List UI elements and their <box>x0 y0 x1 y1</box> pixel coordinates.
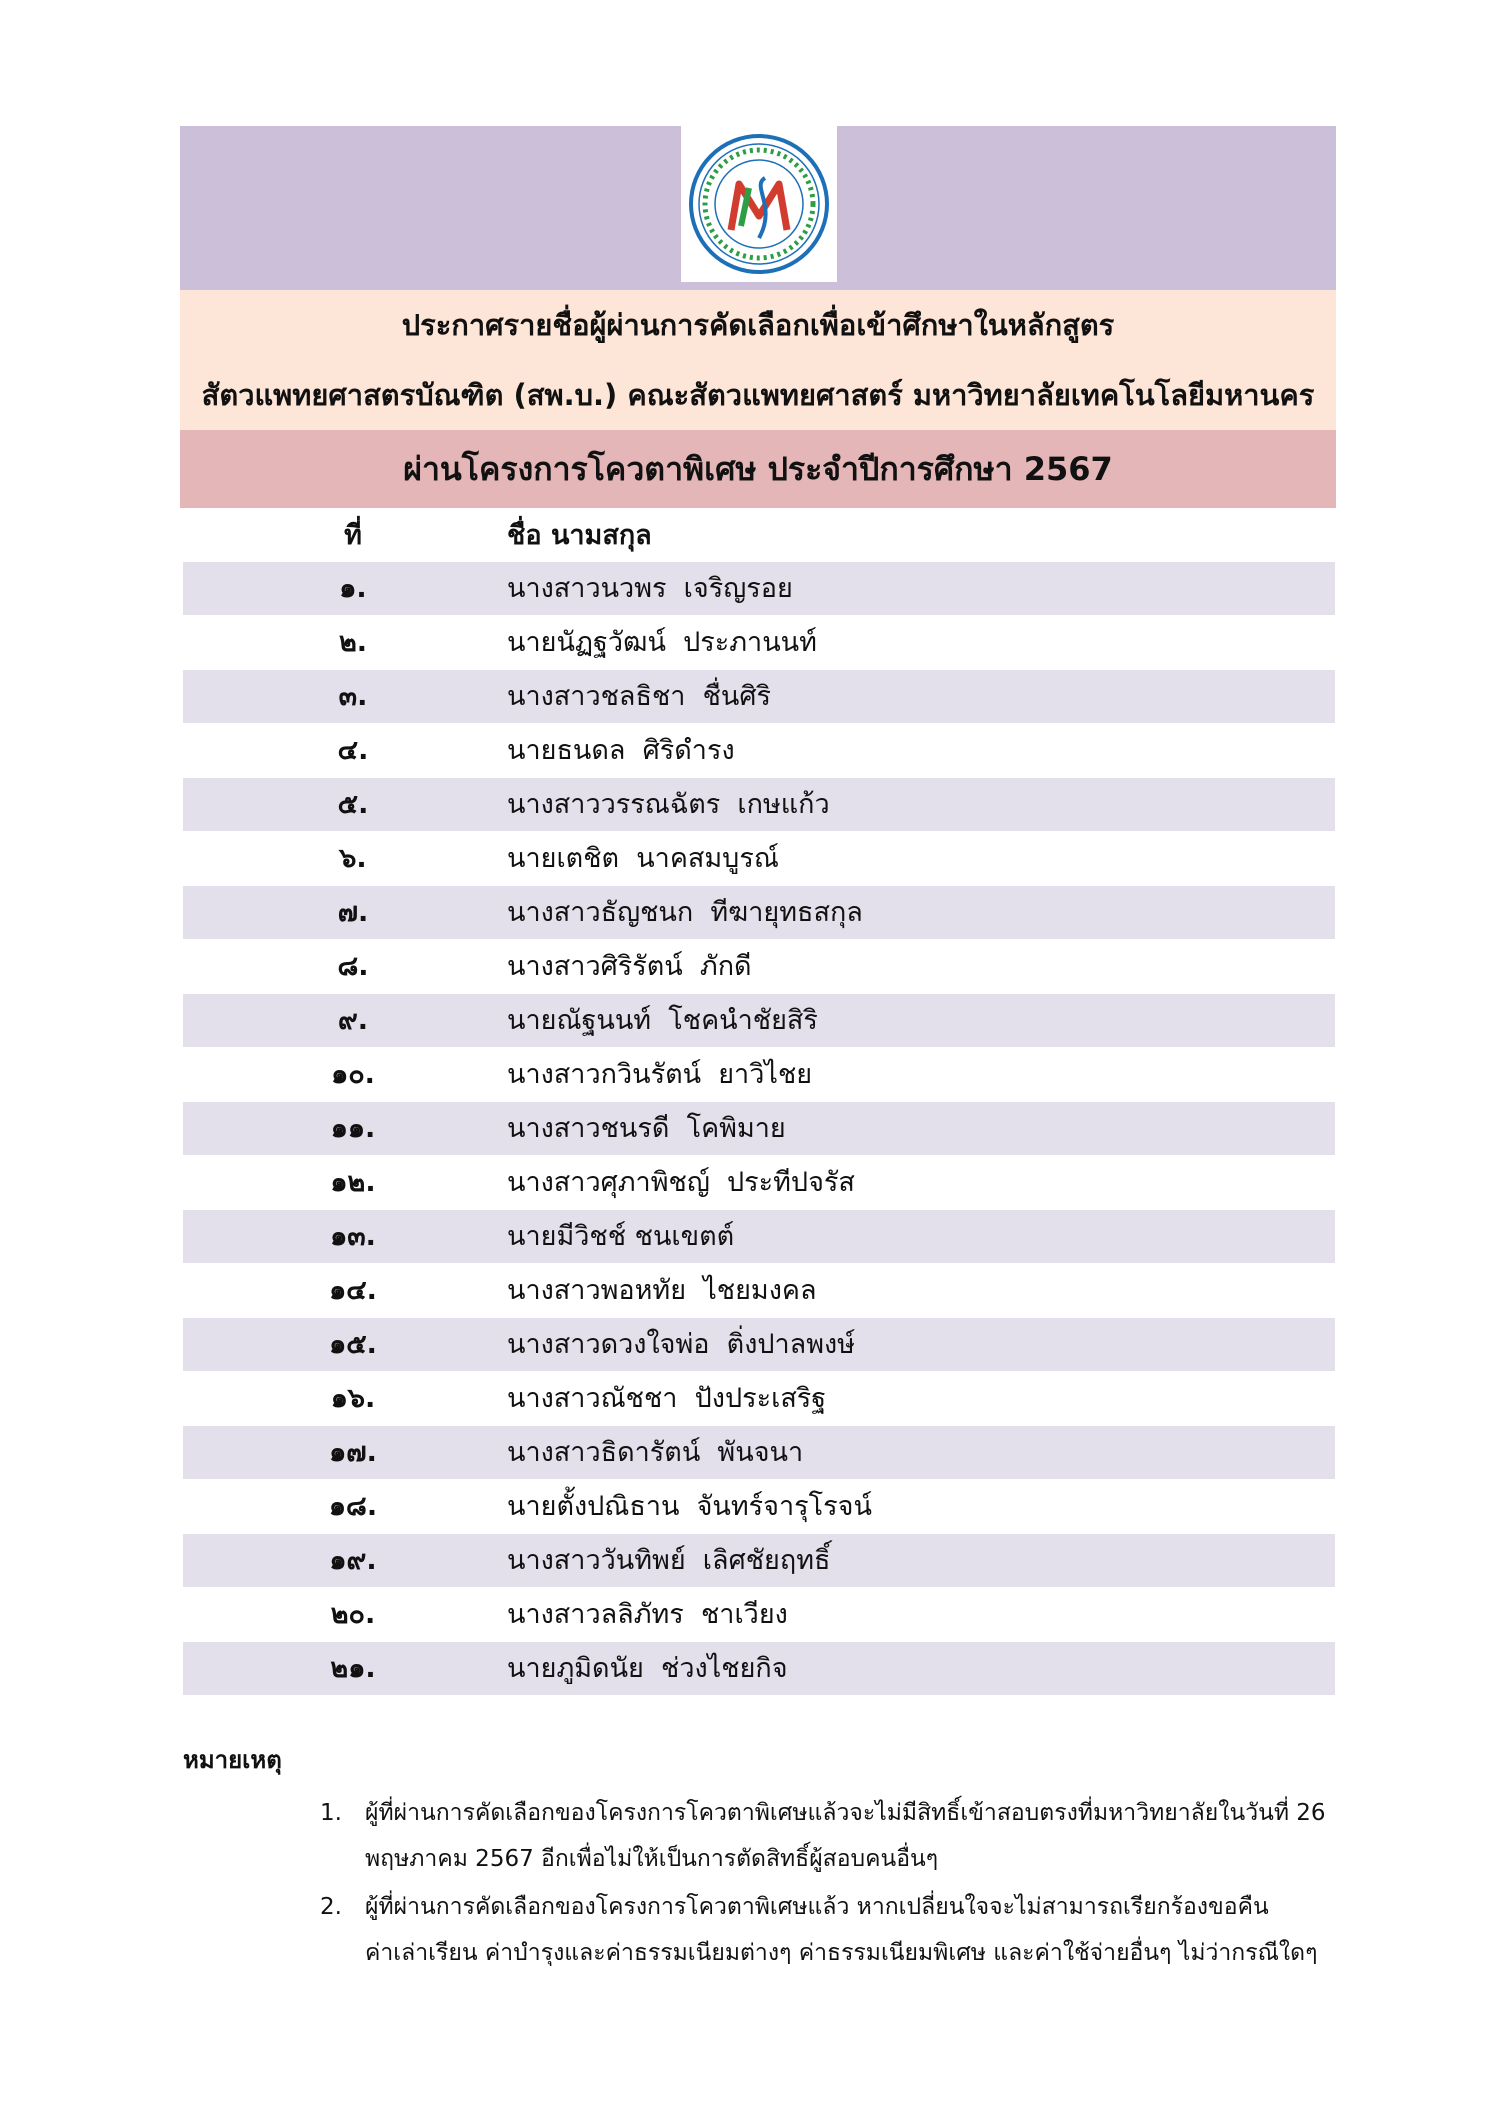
row-number: ๑๕. <box>329 1329 377 1360</box>
note-item <box>320 1884 1340 1976</box>
faculty-seal-icon <box>681 126 837 282</box>
table-row <box>183 616 1335 670</box>
notes-list <box>320 1790 1340 1978</box>
row-name: นายภูมิดนัย ช่วงไชยกิจ <box>507 1653 788 1684</box>
table-row <box>183 1318 1335 1372</box>
table-row <box>183 1642 1335 1696</box>
row-number: ๔. <box>337 735 369 766</box>
row-number: ๑๑. <box>330 1113 376 1144</box>
row-name: นางสาววรรณฉัตร เกษแก้ว <box>507 789 830 820</box>
row-name: นางสาวกวินรัตน์ ยาวิไชย <box>507 1059 813 1090</box>
row-name: นางสาวชลธิชา ชื่นศิริ <box>507 681 772 712</box>
note-number: 2. <box>320 1894 342 1920</box>
row-number: ๒. <box>338 627 368 658</box>
row-name: นางสาวศิริรัตน์ ภักดี <box>507 951 752 982</box>
row-number: ๑๖. <box>330 1383 376 1414</box>
row-number: ๑๔. <box>329 1275 377 1306</box>
note-text: ผู้ที่ผ่านการคัดเลือกของโครงการโควตาพิเศษแล้ว หากเปลี่ยนใจจะไม่สามารถเรียกร้องขอคืน <box>365 1894 1269 1920</box>
row-name: นางสาวพอหทัย ไชยมงคล <box>507 1275 817 1306</box>
table-row <box>183 1480 1335 1534</box>
table-row <box>183 562 1335 616</box>
row-name: นางสาวธัญชนก ทีฆายุทธสกุล <box>507 897 863 928</box>
row-name: นางสาวธิดารัตน์ พันจนา <box>507 1437 804 1468</box>
note-number: 1. <box>320 1800 342 1826</box>
table-row <box>183 1372 1335 1426</box>
row-number: ๘. <box>337 951 369 982</box>
row-number: ๑๐. <box>331 1059 375 1090</box>
table-header <box>183 509 1335 562</box>
table-row <box>183 1426 1335 1480</box>
row-number: ๗. <box>337 897 369 928</box>
row-name: นายมีวิชช์ ชนเขตต์ <box>507 1221 735 1252</box>
row-number: ๑๘. <box>328 1491 378 1522</box>
row-name: นางสาวนวพร เจริญรอย <box>507 573 793 604</box>
table-row <box>183 1048 1335 1102</box>
table-row <box>183 1588 1335 1642</box>
table-row <box>183 724 1335 778</box>
announcement-title-line3: ผ่านโครงการโควตาพิเศษ ประจำปีการศึกษา 2567 <box>180 430 1336 508</box>
row-name: นางสาวลลิภัทร ชาเวียง <box>507 1599 788 1630</box>
row-name: นางสาวดวงใจพ่อ ติ่งปาลพงษ์ <box>507 1329 856 1360</box>
announcement-header <box>180 290 1336 430</box>
table-row <box>183 886 1335 940</box>
announcement-title-line1: ประกาศรายชื่อผู้ผ่านการคัดเลือกเพื่อเข้าศึกษาในหลักสูตร <box>401 308 1115 342</box>
table-row <box>183 1210 1335 1264</box>
row-number: ๑๒. <box>330 1167 376 1198</box>
note-item <box>320 1790 1340 1882</box>
note-text: ค่าเล่าเรียน ค่าบำรุงและค่าธรรมเนียมต่างๆ ค่าธรรมเนียมพิเศษ และค่าใช้จ่ายอื่นๆ ไม่ว่ากรณีใดๆ <box>365 1940 1318 1966</box>
row-number: ๑๗. <box>329 1437 377 1468</box>
column-header-no: ที่ <box>344 520 362 551</box>
row-name: นางสาวศุภาพิชญ์ ประทีปจรัส <box>507 1167 855 1198</box>
row-name: นายเตชิต นาคสมบูรณ์ <box>507 843 779 874</box>
row-name: นายตั้งปณิธาน จันทร์จารุโรจน์ <box>507 1491 872 1522</box>
row-name: นายนัฏฐวัฒน์ ประภานนท์ <box>507 627 817 658</box>
row-number: ๑๙. <box>329 1545 377 1576</box>
announcement-title-line2: สัตวแพทยศาสตรบัณฑิต (สพ.บ.) คณะสัตวแพทยศาสตร์ มหาวิทยาลัยเทคโนโลยีมหานคร <box>201 378 1315 412</box>
note-text: ผู้ที่ผ่านการคัดเลือกของโครงการโควตาพิเศษแล้วจะไม่มีสิทธิ์เข้าสอบตรงที่มหาวิทยาลัยในวันที่ 26 <box>365 1800 1326 1826</box>
table-row <box>183 832 1335 886</box>
table-row <box>183 1264 1335 1318</box>
row-number: ๕. <box>337 789 369 820</box>
row-number: ๖. <box>339 843 367 874</box>
row-name: นายธนดล ศิริดำรง <box>507 735 735 766</box>
results-table <box>183 509 1335 1696</box>
row-number: ๒๐. <box>330 1599 376 1630</box>
row-name: นายณัฐนนท์ โชคนำชัยสิริ <box>507 1005 818 1036</box>
row-number: ๒๑. <box>330 1653 376 1684</box>
row-name: นางสาวชนรดี โคพิมาย <box>507 1113 786 1144</box>
row-name: นางสาวณัชชา ปังประเสริฐ <box>507 1383 827 1414</box>
table-row <box>183 994 1335 1048</box>
row-number: ๑. <box>339 573 367 604</box>
table-row <box>183 1534 1335 1588</box>
row-number: ๙. <box>337 1005 369 1036</box>
table-row <box>183 778 1335 832</box>
note-text: พฤษภาคม 2567 อีกเพื่อไม่ให้เป็นการตัดสิทธิ์ผู้สอบคนอื่นๆ <box>365 1846 939 1872</box>
notes-title: หมายเหตุ <box>183 1746 282 1774</box>
table-row <box>183 670 1335 724</box>
table-row <box>183 1156 1335 1210</box>
row-name: นางสาววันทิพย์ เลิศชัยฤทธิ์ <box>507 1545 831 1576</box>
row-number: ๓. <box>338 681 368 712</box>
column-header-name: ชื่อ นามสกุล <box>507 520 652 551</box>
row-number: ๑๓. <box>330 1221 376 1252</box>
table-row <box>183 1102 1335 1156</box>
logo <box>681 126 837 282</box>
table-row <box>183 940 1335 994</box>
